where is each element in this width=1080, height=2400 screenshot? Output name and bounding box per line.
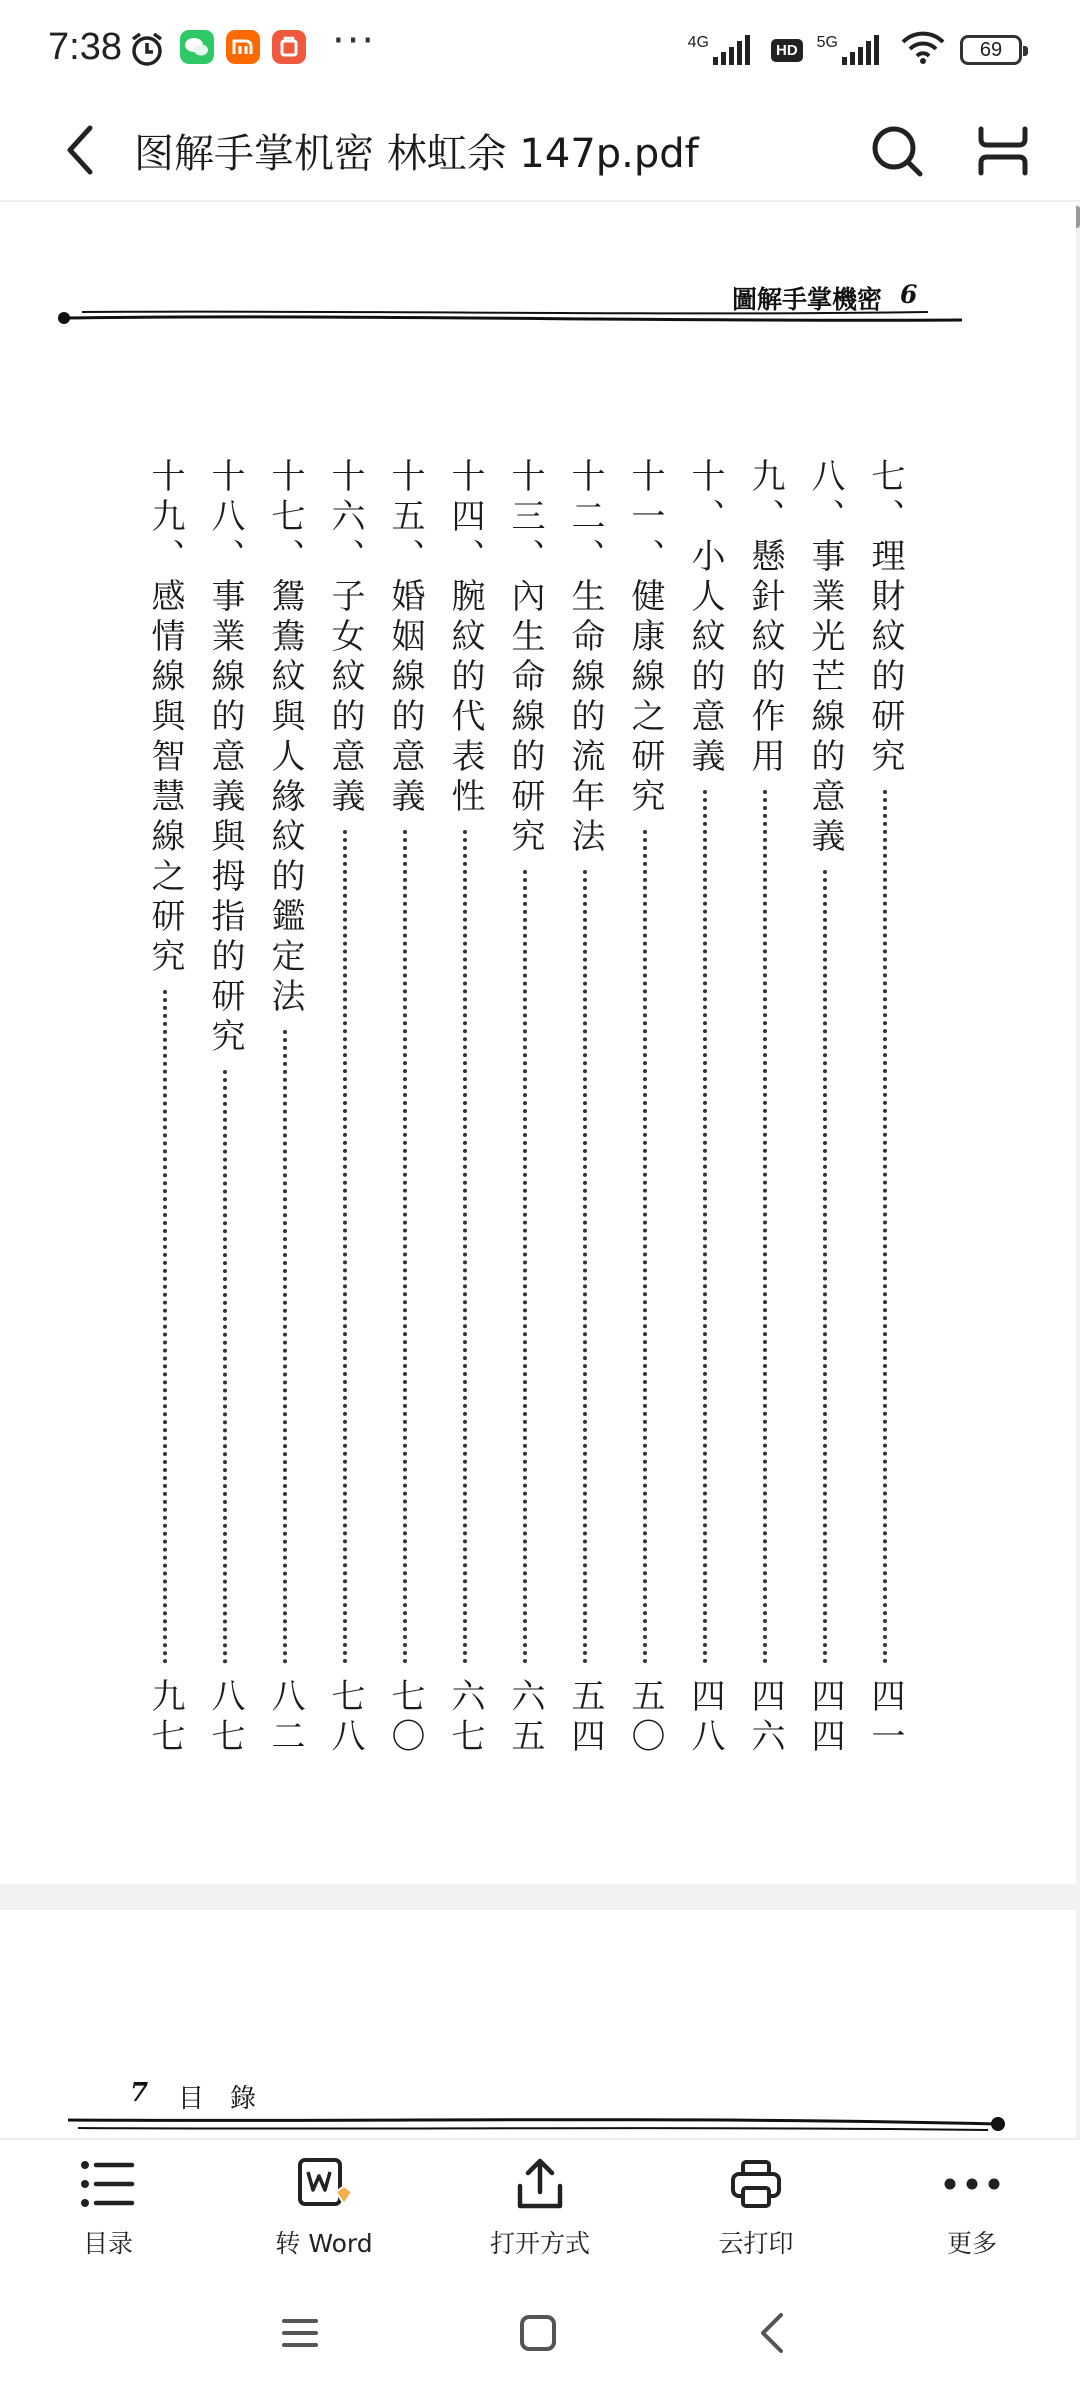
toc-entry-page: 五〇 (625, 1678, 665, 1758)
toc-entry-title: 十一、健康線之研究 (625, 458, 665, 818)
toc-entry[interactable] (322, 458, 368, 1758)
toc-dot-leader (523, 870, 527, 1664)
toc-dot-leader (463, 830, 467, 1664)
convert-to-word-icon (292, 2152, 356, 2216)
search-icon (869, 123, 925, 179)
toc-entry-page: 六七 (445, 1678, 485, 1758)
fullscreen-button[interactable] (968, 116, 1038, 186)
toc-entry-title: 七、理財紋的研究 (865, 458, 905, 778)
battery-icon (960, 35, 1022, 65)
toc-entry[interactable] (502, 458, 548, 1758)
toc-entry-title: 九、懸針紋的作用 (745, 458, 785, 778)
running-header: 圖解手掌機密 (732, 285, 883, 314)
toc-entry-page: 六五 (505, 1678, 545, 1758)
app-notification-icon (272, 30, 306, 64)
home-button[interactable] (498, 2298, 578, 2368)
toc-entry[interactable] (742, 458, 788, 1758)
toc-dot-leader (583, 870, 587, 1664)
convert-to-word-button[interactable] (234, 2152, 414, 2264)
more-button[interactable] (882, 2152, 1062, 2264)
header-rule (68, 2110, 1008, 2138)
hd-voice-icon: HD (771, 39, 803, 62)
wechat-notification-icon (180, 30, 214, 64)
page-number: 7 (130, 2078, 149, 2108)
page-number: 6 (900, 280, 918, 309)
share-icon (508, 2152, 572, 2216)
toc-entry[interactable] (442, 458, 488, 1758)
table-of-contents-icon (76, 2152, 140, 2216)
tool-label: 目录 (82, 2229, 133, 2258)
printer-icon (724, 2152, 788, 2216)
more-icon (940, 2152, 1004, 2216)
toc-dot-leader (643, 830, 647, 1664)
toc-entry[interactable] (562, 458, 608, 1758)
tool-label: 云打印 (718, 2229, 794, 2258)
status-time: 7:38 (48, 26, 122, 68)
toc-entry-page: 四一 (865, 1678, 905, 1758)
toc-dot-leader (163, 990, 167, 1664)
home-icon (518, 2313, 558, 2353)
fullscreen-icon (975, 123, 1031, 179)
search-button[interactable] (862, 116, 932, 186)
toc-entry-title: 十七、鴛鴦紋與人緣紋的鑑定法 (265, 458, 305, 1018)
toc-dot-leader (823, 870, 827, 1664)
toc-entry-title: 十四、腕紋的代表性 (445, 458, 485, 818)
more-notifications-indicator: ··· (332, 18, 377, 64)
toc-entry[interactable] (382, 458, 428, 1758)
toc-entry-title: 十二、生命線的流年法 (565, 458, 605, 858)
cloud-print-button[interactable] (666, 2152, 846, 2264)
toc-entry[interactable] (802, 458, 848, 1758)
menu-icon (280, 2315, 320, 2351)
wifi-icon (900, 31, 946, 69)
signal-4g-icon: 4G (688, 35, 757, 65)
toc-entry-page: 七〇 (385, 1678, 425, 1758)
app-bar (0, 100, 1080, 202)
system-navigation-bar (0, 2270, 1080, 2400)
toc-entry[interactable] (142, 458, 188, 1758)
toc-entry-page: 四四 (805, 1678, 845, 1758)
signal-5g-icon: 5G (817, 35, 886, 65)
toc-dot-leader (883, 790, 887, 1664)
alarm-icon (128, 30, 166, 68)
pdf-page-6 (0, 204, 1076, 1884)
back-arrow-icon (60, 124, 100, 176)
toc-entry-title: 十八、事業線的意義與拇指的研究 (205, 458, 245, 1058)
recent-apps-button[interactable] (260, 2298, 340, 2368)
back-button[interactable] (48, 118, 112, 182)
toc-dot-leader (403, 830, 407, 1664)
toc-entry-page: 八二 (265, 1678, 305, 1758)
toc-entry-title: 十六、子女紋的意義 (325, 458, 365, 818)
open-with-button[interactable] (450, 2152, 630, 2264)
toc-dot-leader (763, 790, 767, 1664)
battery-level: 69 (979, 38, 1003, 61)
toc-entry-title: 十、小人紋的意義 (685, 458, 725, 778)
bottom-toolbar (0, 2138, 1080, 2270)
toc-entry-title: 十五、婚姻線的意義 (385, 458, 425, 818)
toc-entry-page: 九七 (145, 1678, 185, 1758)
toc-entry[interactable] (682, 458, 728, 1758)
toc-entry[interactable] (262, 458, 308, 1758)
toc-entry-title: 八、事業光芒線的意義 (805, 458, 845, 858)
page-heading: 目 錄 (178, 2084, 257, 2114)
tool-label: 更多 (946, 2229, 997, 2258)
toc-entry-page: 四八 (685, 1678, 725, 1758)
toc-entry[interactable] (622, 458, 668, 1758)
toc-button[interactable] (18, 2152, 198, 2264)
toc-dot-leader (283, 1030, 287, 1664)
toc-entry-title: 十三、內生命線的研究 (505, 458, 545, 858)
toc-entry-title: 十九、感情線與智慧線之研究 (145, 458, 185, 978)
toc-entry[interactable] (202, 458, 248, 1758)
toc-entry[interactable] (862, 458, 908, 1758)
tool-label: 转 Word (275, 2229, 373, 2258)
system-back-button[interactable] (732, 2298, 812, 2368)
document-title: 图解手掌机密 林虹余 147p.pdf (134, 131, 699, 177)
toc-entry-page: 七八 (325, 1678, 365, 1758)
toc-dot-leader (343, 830, 347, 1664)
header-rule (58, 308, 964, 338)
pdf-viewer[interactable] (0, 204, 1080, 2138)
toc-entry-page: 五四 (565, 1678, 605, 1758)
mi-store-notification-icon (226, 30, 260, 64)
tool-label: 打开方式 (489, 2229, 590, 2258)
toc-dot-leader (703, 790, 707, 1664)
status-indicators (688, 28, 1022, 72)
toc-entry-page: 八七 (205, 1678, 245, 1758)
pdf-page-7 (0, 1910, 1076, 2138)
status-bar (0, 0, 1080, 100)
toc-dot-leader (223, 1070, 227, 1664)
back-icon (757, 2311, 787, 2355)
toc-entry-page: 四六 (745, 1678, 785, 1758)
